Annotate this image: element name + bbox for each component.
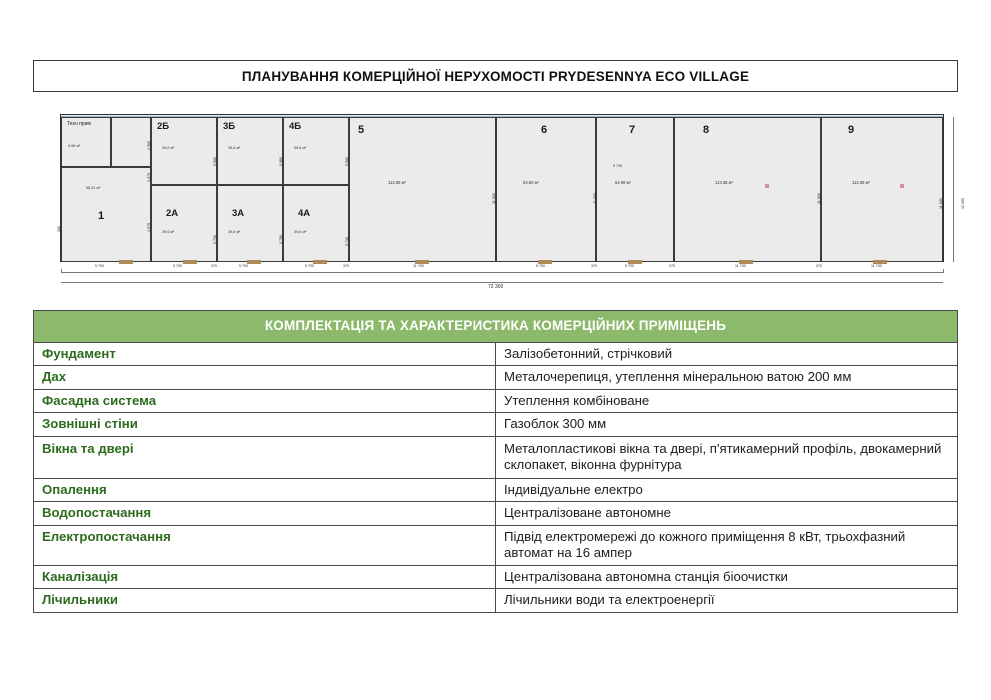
room-label-tech: Техн прим	[67, 121, 91, 127]
dimension-bay-1: 5 700	[95, 264, 104, 268]
room-4a	[283, 185, 349, 262]
spec-value-facade: Утеплення комбіноване	[496, 389, 958, 413]
dimension-mark-5580-c: 5 580	[345, 157, 349, 166]
door-stub	[183, 260, 197, 264]
spec-table-header-row	[34, 311, 958, 343]
room-6	[496, 117, 596, 262]
room-label-2a: 2А	[166, 208, 179, 219]
table-row	[34, 342, 958, 366]
room-label-9: 9	[848, 124, 855, 136]
room-area-1: 68,31 м²	[86, 186, 101, 190]
dimension-mark-370-c: 370	[591, 264, 597, 268]
room-8	[674, 117, 821, 262]
dimension-mark-5580-b: 5 580	[279, 157, 283, 166]
room-area-9: 113,38 м²	[852, 180, 870, 185]
dimension-depth-inner: 11 600	[939, 198, 943, 209]
table-row	[34, 502, 958, 526]
page-title-bar	[33, 60, 958, 92]
spec-value-windows-doors: Металопластикові вікна та двері, п'ятикамерний профіль, двокамерний склопакет, віконна фурнітура	[496, 436, 958, 478]
room-9	[821, 117, 943, 262]
room-area-8: 113,38 м²	[715, 180, 733, 185]
dimension-bay-4: 5 700	[305, 264, 314, 268]
dimension-mark-370-b: 370	[343, 264, 349, 268]
room-label-4a: 4А	[298, 208, 311, 219]
room-3b	[217, 117, 283, 185]
dimension-tick	[943, 269, 944, 273]
dimension-mark-2565: 2 565	[147, 141, 151, 150]
specification-table	[33, 310, 958, 613]
room-1	[61, 167, 151, 262]
room-label-7: 7	[629, 124, 636, 136]
room-area-2a: 39,6 м²	[162, 230, 175, 234]
dimension-mark-11600-b: 11 600	[817, 193, 821, 204]
dimension-bay-8: 11 700	[735, 264, 746, 268]
dimension-mark-300: 300	[57, 226, 61, 232]
room-area-3a: 39,6 м²	[228, 230, 241, 234]
spec-value-meters: Лічильники води та електроенергії	[496, 589, 958, 613]
dimension-mark-11500: 11 500	[492, 193, 496, 204]
spec-table-title: КОМПЛЕКТАЦІЯ ТА ХАРАКТЕРИСТИКА КОМЕРЦІЙНИХ ПРИМІЩЕНЬ	[34, 311, 958, 343]
room-label-5: 5	[358, 124, 365, 136]
room-area-4a: 39,6 м²	[294, 230, 307, 234]
spec-value-electricity: Підвід електромережі до кожного приміщення 8 кВт, трьохфазний автомат на 16 ампер	[496, 525, 958, 565]
dimension-mark-3675: 3 675	[147, 223, 151, 232]
dimension-line-bottom	[61, 272, 943, 273]
room-tech	[61, 117, 111, 167]
room-2a	[151, 185, 217, 262]
table-row	[34, 413, 958, 437]
dimension-bay-9: 11 700	[871, 264, 882, 268]
room-area-5: 113,36 м²	[388, 180, 406, 185]
table-row	[34, 565, 958, 589]
spec-value-walls: Газоблок 300 мм	[496, 413, 958, 437]
dimension-mark-5730-h: 5 730	[613, 164, 622, 168]
spec-key-meters: Лічильники	[34, 589, 496, 613]
door-stub	[247, 260, 261, 264]
page-title: ПЛАНУВАННЯ КОМЕРЦІЙНОЇ НЕРУХОМОСТІ PRYDESENNYA ECO VILLAGE	[241, 68, 750, 84]
spec-key-water: Водопостачання	[34, 502, 496, 526]
dimension-bay-6: 5 700	[536, 264, 545, 268]
room-area-tech: 9,96 м²	[68, 144, 81, 148]
table-row	[34, 389, 958, 413]
table-row	[34, 589, 958, 613]
room-label-6: 6	[541, 124, 548, 136]
room-area-4b: 39,6 м²	[294, 146, 307, 150]
room-4b	[283, 117, 349, 185]
spec-key-roof: Дах	[34, 366, 496, 390]
floor-plan	[33, 104, 965, 290]
dimension-tick	[61, 269, 62, 273]
spec-key-sewerage: Каналізація	[34, 565, 496, 589]
table-row	[34, 436, 958, 478]
room-2b	[151, 117, 217, 185]
dimension-bay-7: 5 700	[625, 264, 634, 268]
equipment-marker-2	[900, 184, 904, 188]
room-area-7: 64,98 м²	[615, 180, 631, 185]
table-row	[34, 478, 958, 502]
room-label-8: 8	[703, 124, 710, 136]
dimension-mark-5730: 5 730	[345, 237, 349, 246]
spec-key-walls: Зовнішні стіни	[34, 413, 496, 437]
room-label-1: 1	[98, 210, 105, 222]
spec-value-water: Централізоване автономне	[496, 502, 958, 526]
spec-value-foundation: Залізобетонний, стрічковий	[496, 342, 958, 366]
spec-key-windows-doors: Вікна та двері	[34, 436, 496, 478]
room-area-3b: 39,6 м²	[228, 146, 241, 150]
room-corridor-top	[111, 117, 151, 167]
dimension-mark-11600: 11 600	[593, 193, 597, 204]
dimension-mark-3075: 3 075	[147, 173, 151, 182]
room-3a	[217, 185, 283, 262]
dimension-mark-5700-b: 5 700	[279, 235, 283, 244]
room-5	[349, 117, 496, 262]
dimension-mark-370-d: 370	[669, 264, 675, 268]
dimension-mark-5580-a: 5 580	[213, 157, 217, 166]
spec-key-heating: Опалення	[34, 478, 496, 502]
dimension-overall-depth: 12 000	[961, 198, 965, 209]
dimension-mark-370-e: 370	[816, 264, 822, 268]
spec-key-facade: Фасадна система	[34, 389, 496, 413]
dimension-overall-length: 72 300	[488, 284, 504, 290]
door-stub	[313, 260, 327, 264]
room-label-2b: 2Б	[157, 121, 170, 132]
equipment-marker	[765, 184, 769, 188]
room-label-4b: 4Б	[289, 121, 302, 132]
dimension-mark-5700-a: 5 700	[213, 235, 217, 244]
door-stub	[119, 260, 133, 264]
dimension-line-overall	[61, 282, 943, 283]
dimension-bay-2: 5 700	[173, 264, 182, 268]
dimension-bay-5: 11 700	[413, 264, 424, 268]
spec-key-foundation: Фундамент	[34, 342, 496, 366]
spec-value-sewerage: Централізована автономна станція біоочистки	[496, 565, 958, 589]
room-area-2b: 39,6 м²	[162, 146, 175, 150]
room-area-6: 64,50 м²	[523, 180, 539, 185]
spec-value-heating: Індивідуальне електро	[496, 478, 958, 502]
room-label-3b: 3Б	[223, 121, 236, 132]
dimension-bay-3: 5 700	[239, 264, 248, 268]
dimension-mark-370-a: 370	[211, 264, 217, 268]
dimension-line-right	[953, 117, 954, 262]
table-row	[34, 525, 958, 565]
spec-value-roof: Металочерепиця, утеплення мінеральною ватою 200 мм	[496, 366, 958, 390]
spec-key-electricity: Електропостачання	[34, 525, 496, 565]
room-label-3a: 3А	[232, 208, 245, 219]
room-7	[596, 117, 674, 262]
table-row	[34, 366, 958, 390]
